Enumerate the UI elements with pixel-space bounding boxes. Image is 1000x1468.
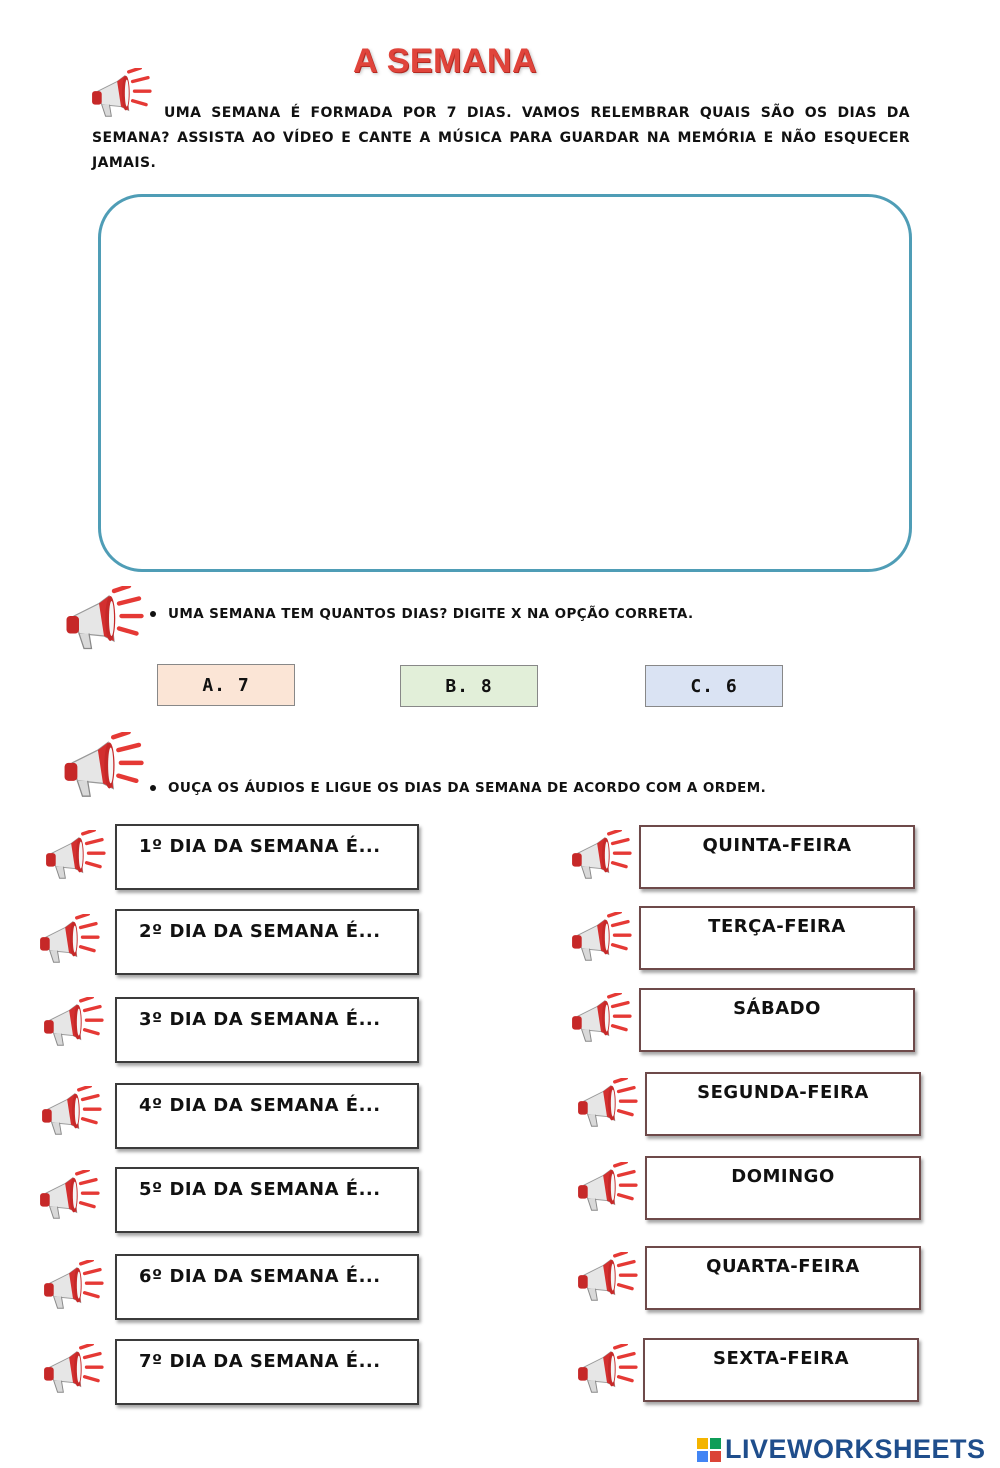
megaphone-icon[interactable]: [64, 586, 144, 656]
page-title: A SEMANA: [352, 42, 538, 80]
megaphone-icon[interactable]: [576, 1344, 638, 1398]
megaphone-icon[interactable]: [44, 830, 106, 884]
day-order-box[interactable]: [115, 1167, 419, 1233]
megaphone-icon[interactable]: [42, 997, 104, 1051]
weekday-box[interactable]: [643, 1338, 919, 1402]
bullet-icon: [150, 785, 156, 791]
option-b-label: B. 8: [445, 675, 493, 697]
day-order-label: 4º DIA DA SEMANA É...: [139, 1095, 381, 1116]
weekday-box[interactable]: [645, 1072, 921, 1136]
option-c-label: C. 6: [690, 675, 738, 697]
option-c-button[interactable]: [645, 665, 783, 707]
liveworksheets-logo: [697, 1434, 986, 1465]
weekday-label: SEGUNDA-FEIRA: [697, 1082, 869, 1103]
weekday-label: TERÇA-FEIRA: [708, 916, 846, 937]
day-order-box[interactable]: [115, 824, 419, 890]
option-a-label: A. 7: [202, 674, 250, 696]
weekday-box[interactable]: [645, 1156, 921, 1220]
weekday-box[interactable]: [639, 825, 915, 889]
question-1: [150, 606, 694, 622]
day-order-box[interactable]: [115, 909, 419, 975]
megaphone-icon[interactable]: [40, 1086, 102, 1140]
day-order-box[interactable]: [115, 997, 419, 1063]
day-order-label: 2º DIA DA SEMANA É...: [139, 921, 381, 942]
question-1-text: UMA SEMANA TEM QUANTOS DIAS? DIGITE X NA OPÇÃO CORRETA.: [168, 606, 694, 622]
weekday-label: QUARTA-FEIRA: [706, 1256, 860, 1277]
weekday-label: SÁBADO: [733, 998, 821, 1019]
megaphone-icon[interactable]: [42, 1344, 104, 1398]
day-order-label: 7º DIA DA SEMANA É...: [139, 1351, 381, 1372]
question-2-text: OUÇA OS ÁUDIOS E LIGUE OS DIAS DA SEMANA DE ACORDO COM A ORDEM.: [168, 780, 767, 796]
weekday-label: SEXTA-FEIRA: [713, 1348, 849, 1369]
weekday-box[interactable]: [639, 988, 915, 1052]
option-b-button[interactable]: [400, 665, 538, 707]
megaphone-icon[interactable]: [576, 1252, 638, 1306]
day-order-label: 6º DIA DA SEMANA É...: [139, 1266, 381, 1287]
day-order-box[interactable]: [115, 1083, 419, 1149]
weekday-box[interactable]: [639, 906, 915, 970]
megaphone-icon[interactable]: [570, 912, 632, 966]
megaphone-icon[interactable]: [576, 1162, 638, 1216]
liveworksheets-logo-icon: [697, 1438, 721, 1462]
megaphone-icon[interactable]: [570, 830, 632, 884]
megaphone-icon[interactable]: [570, 993, 632, 1047]
day-order-box[interactable]: [115, 1254, 419, 1320]
day-order-label: 3º DIA DA SEMANA É...: [139, 1009, 381, 1030]
option-a-button[interactable]: [157, 664, 295, 706]
day-order-label: 5º DIA DA SEMANA É...: [139, 1179, 381, 1200]
bullet-icon: [150, 611, 156, 617]
megaphone-icon[interactable]: [576, 1078, 638, 1132]
day-order-label: 1º DIA DA SEMANA É...: [139, 836, 381, 857]
weekday-box[interactable]: [645, 1246, 921, 1310]
weekday-label: QUINTA-FEIRA: [702, 835, 852, 856]
megaphone-icon[interactable]: [38, 1170, 100, 1224]
question-2: [150, 780, 766, 796]
megaphone-icon[interactable]: [38, 914, 100, 968]
megaphone-icon[interactable]: [62, 732, 144, 804]
video-player[interactable]: [98, 194, 912, 572]
footer-brand: LIVEWORKSHEETS: [725, 1434, 986, 1464]
day-order-box[interactable]: [115, 1339, 419, 1405]
weekday-label: DOMINGO: [731, 1166, 835, 1187]
intro-text-content: UMA SEMANA É FORMADA POR 7 DIAS. VAMOS RELEMBRAR QUAIS SÃO OS DIAS DA SEMANA? ASSISTA AO VÍDEO E CANTE A MÚSICA PARA GUARDAR NA MEMÓRIA E NÃO ESQUECER JAMAIS.: [92, 105, 910, 171]
megaphone-icon[interactable]: [42, 1260, 104, 1314]
intro-text: [92, 101, 910, 176]
